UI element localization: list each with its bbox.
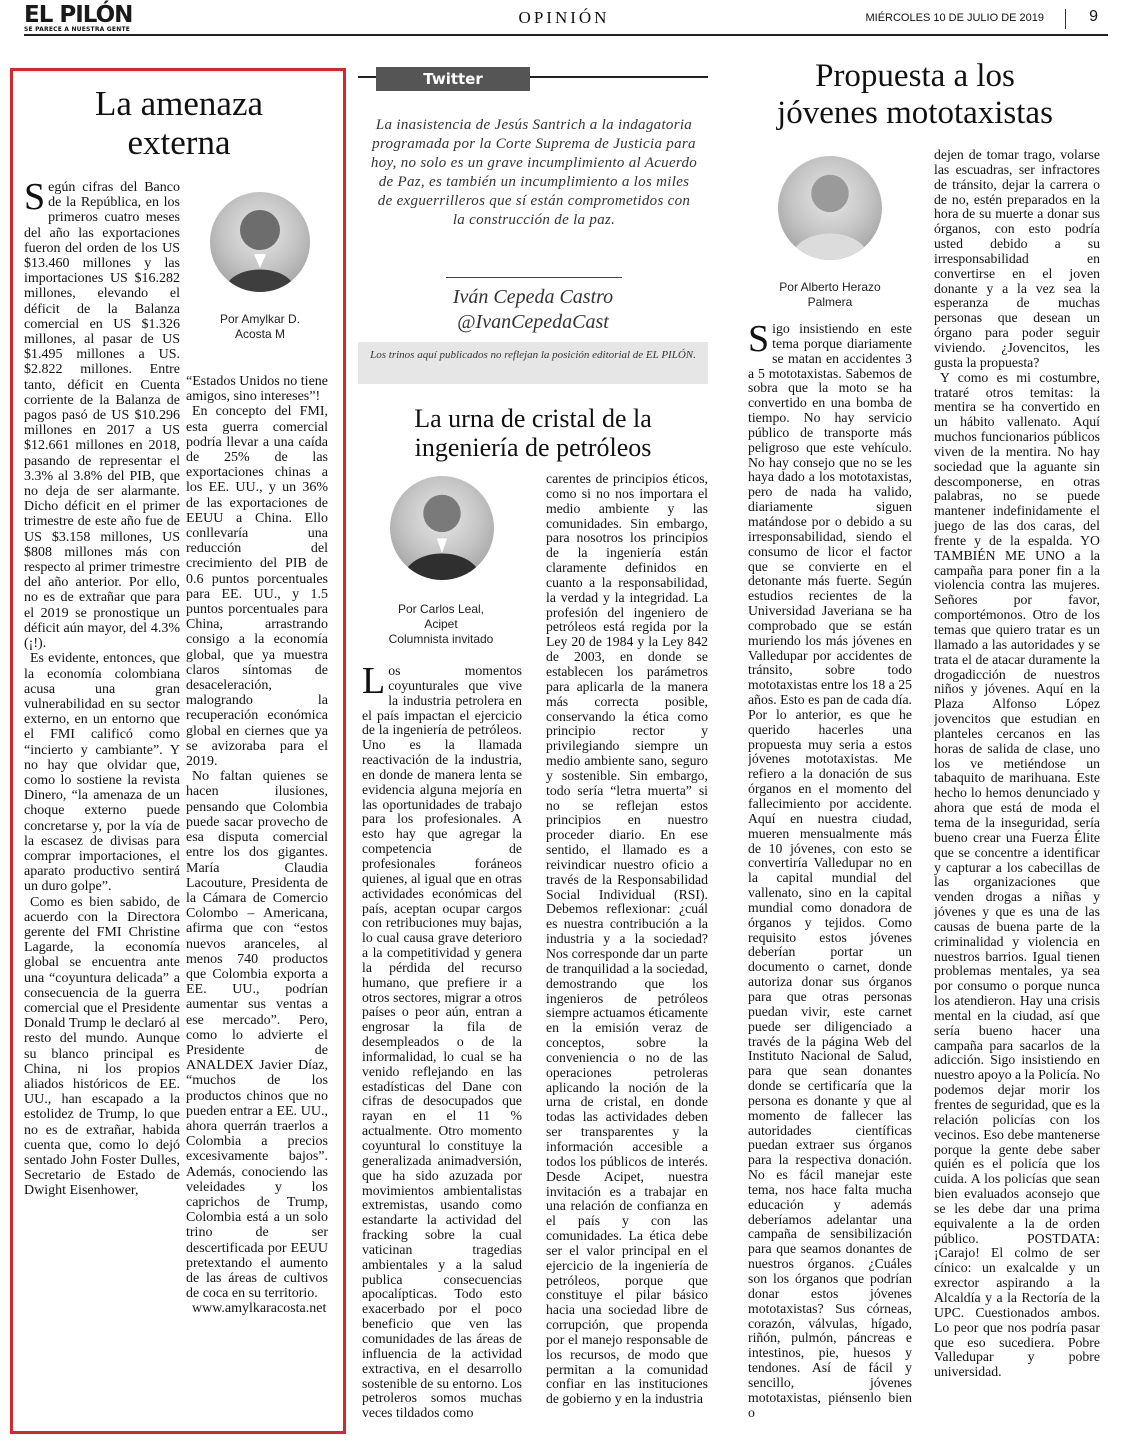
author-photo (778, 156, 882, 260)
author-photo (210, 192, 310, 292)
paragraph (748, 322, 912, 1420)
drop-cap: L (362, 664, 386, 702)
byline-line: Palmera (807, 295, 853, 309)
author-website-link[interactable]: www.amylkaracosta.net (192, 1301, 327, 1317)
page-number: 9 (1089, 8, 1098, 25)
title-line: La urna de cristal de la (414, 404, 652, 433)
portrait-icon (390, 476, 494, 580)
portrait-icon (778, 156, 882, 260)
header-rule (24, 34, 1108, 36)
paragraph: No faltan quienes se hacen ilusiones, pensando que Colombia puede sacar provecho de esa disputa comercial entre los dos gigantes. María Claudia Lacouture, Presidenta de la Cámara de Comercio Colombo – Americana, afirma que con “estos nuevos aranceles, al menos 740 productos que Colombia exporta a EE. UU., podrían aumentar sus ventas a ese mercado”. Pero, como lo advierte el Presidente de ANALDEX Javier Díaz, “muchos de los productos chinos que no pueden entrar a EE. UU., ahora querrán traerlos a Colombia a precios excesivamente bajos”. Además, conociendo las veleidades y los caprichos de Trump, Colombia está a un solo trino de ser descertificada por EEUU pretextando el aumento de las áreas de cultivos de coca en su territorio. (186, 769, 328, 1302)
tweet-separator (446, 277, 622, 278)
byline-line: Acosta M (234, 327, 285, 341)
title-line: jóvenes mototaxistas (777, 94, 1053, 131)
title-line: externa (127, 123, 231, 163)
tweet-quote: La inasistencia de Jesús Santrich a la indagatoria programada por la Corte Suprema de Justicia para hoy, no solo es un grave incumplimiento al Acuerdo de Paz, es también un incumplimiento a los miles de exguerrilleros que sí están comprometidos con la construcción de la paz. (370, 117, 698, 228)
drop-cap: S (748, 322, 770, 360)
article-column (934, 148, 1100, 1420)
paragraph: “Estados Unidos no tiene amigos, sino intereses”! (186, 374, 328, 405)
article-column (24, 180, 180, 1420)
byline-line: Por Carlos Leal, (397, 602, 485, 616)
byline-line: Acipet (424, 617, 458, 631)
paragraph: En concepto del FMI, esta guerra comercial podría llevar a una caída de 25% de las exportaciones chinas a los EE. UU., y un 36% de las exportaciones de EEUU a China. Ello conllevaría una reducción del crecimiento del PIB de 0.6 puntos porcentuales para EE. UU., y 1.5 puntos porcentuales para China, arrastrando consigo a la economía global, que ya muestra claros síntomas de desaceleración, malogrando la recuperación económica global en ciernes que ya se avizoraba para el 2019. (186, 404, 328, 770)
portrait-icon (210, 192, 310, 292)
tweet-author-handle[interactable]: @IvanCepedaCast (457, 311, 609, 333)
tweet-disclaimer: Los trinos aquí publicados no reflejan la posición editorial de EL PILÓN. (358, 342, 708, 384)
paragraph (24, 180, 180, 651)
logo-tagline: SE PARECE A NUESTRA GENTE (24, 26, 131, 33)
paragraph (362, 664, 522, 1420)
author-photo (390, 476, 494, 580)
article-column (362, 664, 522, 1420)
article-column (748, 322, 912, 1420)
article-title (20, 84, 338, 162)
paragraph-text: igo insistiendo en este tema porque diariamente se matan en accidentes 3 a 5 mototaxistas. Sabemos de sobra que la moto se ha convertido en una bomba de tiempo. No hay servicio público de transporte más peligroso que este vehículo. No hay consejo que no se les haya dado a los mototaxistas, pero de nada ha valido, diariamente siguen matándose por o debido a su irresponsabilidad, siendo el consumo de licor el factor que se convierte en el detonante más fuerte. Según estudios recientes de la Universidad Javeriana se ha comprobado que se están muriendo los más jóvenes en Valledupar por accidentes de tránsito, sobre todo mototaxistas entre los 18 a 25 años. Esto es pan de cada día. Por lo anterior, es que he querido hacerles una propuesta muy seria a estos jóvenes mototaxistas. Me refiero a la donación de sus órganos en el momento del fallecimiento por accidente. Aquí en nuestra ciudad, mueren mensualmente más de 10 jóvenes, con esto se convertiría Valledupar no en la capital mundial del vallenato, sino en la capital mundial como donadora de órganos y tejidos. Como requisito estos jóvenes deberían portar un documento o carnet, donde autoriza donar sus órganos para que otras personas puedan vivir, este carnet puede ser diligenciado a través de la página Web del Instituto Nacional de Salud, para que sean donantes donde se certificaría que la persona es donante y que al momento de fallecer las autoridades científicas puedan extraer sus órganos para la respectiva donación. No es fácil manejar este tema, nos hace falta mucha educación y además deberíamos adelantar una campaña de sensibilización para que seamos donantes de nuestros órganos. ¿Cuáles son los órganos que podrían donar estos jóvenes mototaxistas? Sus córneas, corazón, válvulas, hígado, riñón, pulmón, páncreas e intestinos, pie, huesos y tendones. Así de fácil y sencillo, jóvenes mototaxistas, piénsenlo bien o (748, 322, 912, 1420)
article-column (546, 472, 708, 1420)
title-line: La amenaza (94, 84, 264, 123)
author-byline (366, 602, 516, 647)
title-line: Propuesta a los (815, 58, 1015, 94)
section-label: OPINIÓN (518, 8, 610, 27)
paragraph-text: egún cifras del Banco de la República, en los primeros cuatro meses del año las exportaciones fueron del orden de los US $13.460 millones y las importaciones US $16.282 millones, elevando el déficit de la Balanza comercial en US $1.326 millones, al pasar de US $1.495 millones a US. $2.822 millones. Entre tanto, déficit en Cuenta corriente de la Balanza de pagos pasó de US $10.296 millones en 2017 a US $12.661 millones en 2018, pasando de representar el 3.3% al 3.8% del PIB, que no deja de ser alarmante. Dicho déficit en el primer trimestre de este año fue de US $3.158 millones, US $808 millones más con respecto al primer trimestre del año anterior. Por ello, no es de extrañar que para el 2019 se pronostique un déficit aún mayor, del 4.3% (¡!). (24, 180, 180, 652)
page-header (0, 0, 1128, 40)
drop-cap: S (24, 180, 46, 218)
paragraph: Y como es mi costumbre, trataré otros temitas: la mentira se ha convertido en un hábito vallenato. Aquí muchos funcionarios públicos viven de la mentira. No hay sociedad que la aguante sin descomponerse, en otras palabras, no se puede mantener indefinidamente el juego de las dos caras, del frente y de la espalda. YO TAMBIÉN ME UNO a la campaña para poner fin a la violencia contra las mujeres. Señores por favor, comportémonos. Otro de los temas que quiero tratar es un llamado a las autoridades y se trata el de atacar duramente la drogadicción de nuestros niños y jóvenes. Aquí en la Plaza Alfonso López jovencitos que estudian en planteles cercanos en las horas de salida de clase, uno los ve metiéndose un tabaquito de marihuana. Este hecho lo hemos denunciado y ahora que está de moda el tema de la inseguridad, sería bueno crear una Fuerza Élite que se concentre a identificar y capturar a los cabecillas de las organizaciones que venden drogas a niñas y jóvenes y que es una de las causas de buena parte de la criminalidad y violencia en nuestros barrios. Igual tienen problemas mentales, ya sea por consumo o porque nunca los atendieron. Hay una crisis mental en la ciudad, así que sería bueno hacer una campaña para sacarlos de la adicción. Sigo insistiendo en nuestro apoyo a la Policía. No podemos dejar morir los frentes de seguridad, que es la relación policías con los vecinos. Eso debe mantenerse porque la gente debe saber quién es el policía que los cuida. A los policías que sean bien evaluados aconsejo que se les debe dar una prima equivalente a la de orden público. POSTDATA: ¡Carajo! El colmo de ser cínico: un exalcalde y un exrector aspirando a la Alcaldía y a la Rectoría de la UPC. Cuestionados ambos. Lo peor que nos podría pasar que eso sucediera. Pobre Valledupar y pobre universidad. (934, 369, 1100, 1380)
article-title (728, 58, 1102, 132)
byline-line: Columnista invitado (388, 632, 494, 646)
author-byline (188, 312, 332, 342)
paragraph: Es evidente, entonces, que la economía colombiana acusa una gran vulnerabilidad en su sector externo, en un entorno que el FMI calificó como “incierto y cambiante”. Y no hay que olvidar que, como lo sostiene la revista Dinero, “la amenaza de un choque externo puede concretarse y, por la vía de la escasez de divisas para comprar importaciones, el aparato productivo sentirá un duro golpe”. (24, 651, 180, 895)
title-line: ingeniería de petróleos (414, 433, 652, 463)
logo-name: EL PILÓN (24, 2, 133, 28)
issue-date: MIÉRCOLES 10 DE JULIO DE 2019 (865, 12, 1044, 24)
paragraph: carentes de principios éticos, como si no nos importara el medio ambiente y las comunidades. Sin embargo, para nosotros los principios de la ingeniería están claramente definidos en cuanto a la responsabilidad, la verdad y la integridad. La profesión del ingeniero de petróleos está regida por la Ley 20 de 1984 y la Ley 842 de 2003, en donde se establecen los parámetros para aplicarla de la manera más correcta posible, conservando la ética como principio rector y privilegiando siempre un medio ambiente sano, seguro y sostenible. Sin embargo, todo sería “letra muerta” si no se reflejan estos principios en nuestro proceder diario. En ese sentido, el llamado es a reivindicar nuestro oficio a través de la Responsabilidad Social Individual (RSI). Debemos reflexionar: ¿cuál es nuestra contribución a la industria y a la sociedad? Nos corresponde dar un parte de tranquilidad a la sociedad, demostrando que los ingenieros de petróleos siempre actuamos éticamente en la emisión veraz de conceptos, sobre la conveniencia o no de las operaciones petroleras aplicando la noción de la urna de cristal, en donde todas las actividades deben ser transparentes y la información accesible a todos los públicos de interés. Desde Acipet, nuestra invitación es a trabajar en una relación de confianza en el país y con las comunidades. La ética debe ser el valor principal en el ejercicio de la ingeniería de petróleos, porque que constituye el pilar básico hacia una sociedad libre de corrupción, que propenda por el manejo responsable de los recursos, de modo que permitan a la comunidad confiar en las instituciones de gobierno y en la industria (546, 472, 708, 1407)
header-divider (1065, 9, 1066, 29)
tweet-author (358, 285, 708, 335)
byline-line: Por Amylkar D. (219, 312, 300, 326)
paragraph: dejen de tomar trago, volarse las escuadras, ser infractores de tránsito, dejar la carrera o de no, estén preparados en la hora de su muerte a donar sus órganos, con esto podría usted debido a su irresponsabilidad en convertirse en el joven donante y a la vez sea la esperanza de muchas personas que desean un órgano para poder seguir viviendo. ¿Jovencitos, les gusta la propuesta? (934, 148, 1100, 370)
tweet-author-name: Iván Cepeda Castro (452, 286, 614, 308)
author-byline (760, 280, 900, 310)
paragraph-text: os momentos coyunturales que vive la industria petrolera en el país impactan el ejercicio de la ingeniería de petróleos. Uno es la llamada reactivación de la industria, en donde de manera lenta se evidencia alguna mejoría en las oportunidades de trabajo para los profesionales. A esto hay que agregar la competencia de profesionales foráneos quienes, al igual que en otras actividades económicas del país, aceptan ocupar cargos con retribuciones muy bajas, lo cual causa grave deterioro a la competitividad y genera la pérdida del recurso humano, que prefiere ir a otros sectores, migrar a otros países o peor aún, entran a engrosar la fila de desempleados o de la informalidad, lo cual se ha venido reflejando en las estadísticas del Dane con cifras de desocupados que rayan en el 11 % actualmente. Otro momento coyuntural lo constituye la generalizada animadversión, que ha sido azuzada por movimientos ambientalistas extremistas, usando como estandarte la actividad del fracking sobre la cual vaticinan tragedias ambientales y a la salud publica consecuencias apocalípticas. Todo esto exacerbado por el poco beneficio que ven las comunidades de las áreas de influencia de la actividad extractiva, en el desarrollo sostenible de su entorno. Los petroleros somos muchas veces tildados como (362, 664, 522, 1420)
paragraph: Como es bien sabido, de acuerdo con la Directora gerente del FMI Christine Lagarde, la economía global se encuentra ante una “coyuntura delicada” a consecuencia de la guerra comercial que el Presidente Donald Trump le declaró al resto del mundo. Aunque su blanco principal es China, ni los propios aliados históricos de EE. UU., han escapado a la estolidez de Trump, lo que no es de extrañar, habida cuenta que, como lo dejó sentado John Foster Dulles, Secretario de Estado de Dwight Eisenhower, (24, 894, 180, 1199)
byline-line: Por Alberto Herazo (779, 280, 881, 294)
twitter-tab[interactable]: Twitter (376, 67, 530, 91)
article-column (186, 374, 328, 1420)
article-title (360, 404, 706, 462)
